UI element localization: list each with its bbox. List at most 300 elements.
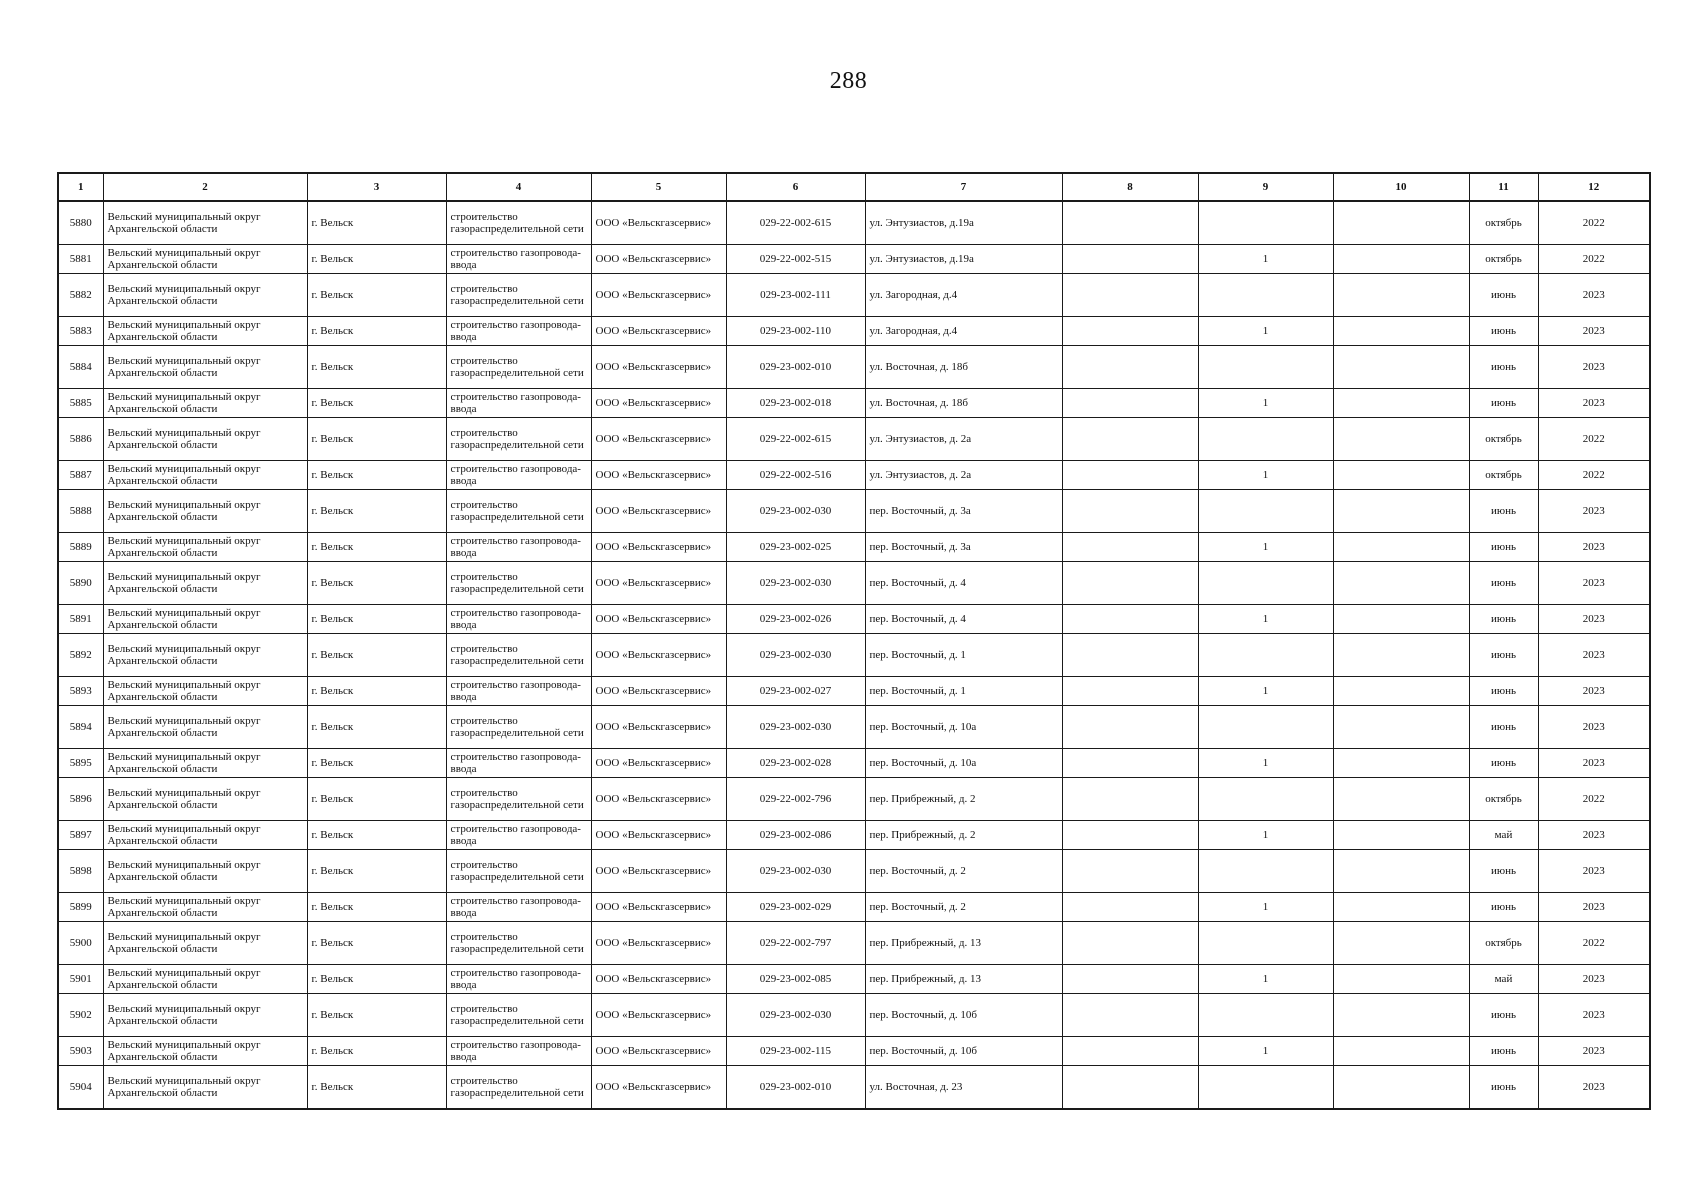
work-type-cell: строительство газораспределительной сети xyxy=(446,346,591,389)
city-cell: г. Вельск xyxy=(307,677,446,706)
quantity-cell xyxy=(1198,490,1333,533)
table-row xyxy=(58,994,1650,1037)
year-cell: 2023 xyxy=(1538,274,1650,317)
row-number: 5885 xyxy=(58,389,103,418)
address-cell: пер. Прибрежный, д. 2 xyxy=(865,778,1062,821)
work-type-cell: строительство газопровода-ввода xyxy=(446,749,591,778)
address-cell: пер. Восточный, д. 1 xyxy=(865,677,1062,706)
col8-cell xyxy=(1062,533,1198,562)
col10-cell xyxy=(1333,317,1469,346)
col10-cell xyxy=(1333,778,1469,821)
month-cell: июнь xyxy=(1469,274,1538,317)
work-type-cell: строительство газораспределительной сети xyxy=(446,274,591,317)
code-cell: 029-22-002-615 xyxy=(726,418,865,461)
table-row xyxy=(58,677,1650,706)
col10-cell xyxy=(1333,533,1469,562)
col10-cell xyxy=(1333,490,1469,533)
work-type-cell: строительство газораспределительной сети xyxy=(446,778,591,821)
organization-cell: ООО «Вельскгазсервис» xyxy=(591,605,726,634)
month-cell: июнь xyxy=(1469,994,1538,1037)
quantity-cell: 1 xyxy=(1198,677,1333,706)
table-row xyxy=(58,893,1650,922)
address-cell: ул. Восточная, д. 18б xyxy=(865,389,1062,418)
city-cell: г. Вельск xyxy=(307,821,446,850)
row-number: 5903 xyxy=(58,1037,103,1066)
code-cell: 029-23-002-030 xyxy=(726,994,865,1037)
table-row xyxy=(58,201,1650,245)
city-cell: г. Вельск xyxy=(307,994,446,1037)
city-cell: г. Вельск xyxy=(307,389,446,418)
header-row xyxy=(58,173,1650,201)
month-cell: октябрь xyxy=(1469,245,1538,274)
organization-cell: ООО «Вельскгазсервис» xyxy=(591,389,726,418)
city-cell: г. Вельск xyxy=(307,201,446,245)
quantity-cell: 1 xyxy=(1198,245,1333,274)
city-cell: г. Вельск xyxy=(307,245,446,274)
column-header: 4 xyxy=(446,173,591,201)
row-number: 5895 xyxy=(58,749,103,778)
city-cell: г. Вельск xyxy=(307,418,446,461)
column-header: 1 xyxy=(58,173,103,201)
quantity-cell xyxy=(1198,850,1333,893)
address-cell: пер. Восточный, д. 4 xyxy=(865,562,1062,605)
col8-cell xyxy=(1062,317,1198,346)
district-cell: Вельский муниципальный округ Архангельской области xyxy=(103,201,307,245)
organization-cell: ООО «Вельскгазсервис» xyxy=(591,461,726,490)
code-cell: 029-23-002-086 xyxy=(726,821,865,850)
col8-cell xyxy=(1062,749,1198,778)
district-cell: Вельский муниципальный округ Архангельской области xyxy=(103,922,307,965)
col8-cell xyxy=(1062,850,1198,893)
district-cell: Вельский муниципальный округ Архангельской области xyxy=(103,994,307,1037)
table-row xyxy=(58,850,1650,893)
district-cell: Вельский муниципальный округ Архангельской области xyxy=(103,461,307,490)
address-cell: ул. Восточная, д. 18б xyxy=(865,346,1062,389)
organization-cell: ООО «Вельскгазсервис» xyxy=(591,821,726,850)
organization-cell: ООО «Вельскгазсервис» xyxy=(591,418,726,461)
quantity-cell: 1 xyxy=(1198,461,1333,490)
year-cell: 2023 xyxy=(1538,634,1650,677)
code-cell: 029-22-002-796 xyxy=(726,778,865,821)
col10-cell xyxy=(1333,1066,1469,1110)
district-cell: Вельский муниципальный округ Архангельской области xyxy=(103,893,307,922)
code-cell: 029-23-002-030 xyxy=(726,634,865,677)
row-number: 5889 xyxy=(58,533,103,562)
year-cell: 2022 xyxy=(1538,201,1650,245)
quantity-cell xyxy=(1198,706,1333,749)
district-cell: Вельский муниципальный округ Архангельской области xyxy=(103,533,307,562)
col8-cell xyxy=(1062,418,1198,461)
year-cell: 2023 xyxy=(1538,317,1650,346)
year-cell: 2023 xyxy=(1538,821,1650,850)
code-cell: 029-22-002-615 xyxy=(726,201,865,245)
city-cell: г. Вельск xyxy=(307,749,446,778)
quantity-cell: 1 xyxy=(1198,821,1333,850)
col8-cell xyxy=(1062,461,1198,490)
district-cell: Вельский муниципальный округ Архангельской области xyxy=(103,418,307,461)
code-cell: 029-23-002-030 xyxy=(726,706,865,749)
col8-cell xyxy=(1062,965,1198,994)
month-cell: май xyxy=(1469,965,1538,994)
work-type-cell: строительство газораспределительной сети xyxy=(446,490,591,533)
quantity-cell: 1 xyxy=(1198,893,1333,922)
work-type-cell: строительство газопровода-ввода xyxy=(446,677,591,706)
month-cell: июнь xyxy=(1469,1066,1538,1110)
address-cell: пер. Восточный, д. 10а xyxy=(865,749,1062,778)
col10-cell xyxy=(1333,562,1469,605)
district-cell: Вельский муниципальный округ Архангельской области xyxy=(103,677,307,706)
district-cell: Вельский муниципальный округ Архангельской области xyxy=(103,389,307,418)
col8-cell xyxy=(1062,274,1198,317)
month-cell: июнь xyxy=(1469,706,1538,749)
table-row xyxy=(58,965,1650,994)
table-row xyxy=(58,461,1650,490)
city-cell: г. Вельск xyxy=(307,1037,446,1066)
col8-cell xyxy=(1062,821,1198,850)
code-cell: 029-23-002-026 xyxy=(726,605,865,634)
work-type-cell: строительство газораспределительной сети xyxy=(446,634,591,677)
year-cell: 2022 xyxy=(1538,922,1650,965)
organization-cell: ООО «Вельскгазсервис» xyxy=(591,850,726,893)
work-type-cell: строительство газопровода-ввода xyxy=(446,389,591,418)
column-header: 3 xyxy=(307,173,446,201)
address-cell: пер. Восточный, д. 3а xyxy=(865,533,1062,562)
city-cell: г. Вельск xyxy=(307,533,446,562)
address-cell: пер. Восточный, д. 4 xyxy=(865,605,1062,634)
organization-cell: ООО «Вельскгазсервис» xyxy=(591,274,726,317)
month-cell: июнь xyxy=(1469,634,1538,677)
work-type-cell: строительство газораспределительной сети xyxy=(446,201,591,245)
row-number: 5900 xyxy=(58,922,103,965)
code-cell: 029-23-002-111 xyxy=(726,274,865,317)
city-cell: г. Вельск xyxy=(307,605,446,634)
year-cell: 2023 xyxy=(1538,850,1650,893)
column-header: 9 xyxy=(1198,173,1333,201)
district-cell: Вельский муниципальный округ Архангельской области xyxy=(103,634,307,677)
year-cell: 2023 xyxy=(1538,965,1650,994)
address-cell: ул. Загородная, д.4 xyxy=(865,317,1062,346)
work-type-cell: строительство газопровода-ввода xyxy=(446,605,591,634)
row-number: 5901 xyxy=(58,965,103,994)
row-number: 5881 xyxy=(58,245,103,274)
year-cell: 2022 xyxy=(1538,461,1650,490)
col10-cell xyxy=(1333,677,1469,706)
col10-cell xyxy=(1333,201,1469,245)
col8-cell xyxy=(1062,201,1198,245)
column-header: 7 xyxy=(865,173,1062,201)
col10-cell xyxy=(1333,850,1469,893)
organization-cell: ООО «Вельскгазсервис» xyxy=(591,317,726,346)
organization-cell: ООО «Вельскгазсервис» xyxy=(591,994,726,1037)
col8-cell xyxy=(1062,1066,1198,1110)
work-type-cell: строительство газопровода-ввода xyxy=(446,533,591,562)
organization-cell: ООО «Вельскгазсервис» xyxy=(591,562,726,605)
column-header: 10 xyxy=(1333,173,1469,201)
month-cell: июнь xyxy=(1469,893,1538,922)
col8-cell xyxy=(1062,245,1198,274)
code-cell: 029-23-002-018 xyxy=(726,389,865,418)
city-cell: г. Вельск xyxy=(307,634,446,677)
col8-cell xyxy=(1062,562,1198,605)
year-cell: 2023 xyxy=(1538,893,1650,922)
district-cell: Вельский муниципальный округ Архангельской области xyxy=(103,562,307,605)
year-cell: 2022 xyxy=(1538,245,1650,274)
row-number: 5888 xyxy=(58,490,103,533)
table-body xyxy=(58,201,1650,1109)
city-cell: г. Вельск xyxy=(307,706,446,749)
table-row xyxy=(58,418,1650,461)
district-cell: Вельский муниципальный округ Архангельской области xyxy=(103,490,307,533)
column-header: 2 xyxy=(103,173,307,201)
organization-cell: ООО «Вельскгазсервис» xyxy=(591,706,726,749)
quantity-cell xyxy=(1198,274,1333,317)
organization-cell: ООО «Вельскгазсервис» xyxy=(591,346,726,389)
quantity-cell xyxy=(1198,346,1333,389)
table-row xyxy=(58,389,1650,418)
col8-cell xyxy=(1062,389,1198,418)
row-number: 5890 xyxy=(58,562,103,605)
month-cell: июнь xyxy=(1469,1037,1538,1066)
district-cell: Вельский муниципальный округ Архангельской области xyxy=(103,346,307,389)
col10-cell xyxy=(1333,994,1469,1037)
address-cell: ул. Восточная, д. 23 xyxy=(865,1066,1062,1110)
month-cell: октябрь xyxy=(1469,418,1538,461)
year-cell: 2023 xyxy=(1538,706,1650,749)
city-cell: г. Вельск xyxy=(307,562,446,605)
year-cell: 2023 xyxy=(1538,1037,1650,1066)
year-cell: 2023 xyxy=(1538,389,1650,418)
code-cell: 029-22-002-797 xyxy=(726,922,865,965)
row-number: 5887 xyxy=(58,461,103,490)
work-type-cell: строительство газораспределительной сети xyxy=(446,850,591,893)
col8-cell xyxy=(1062,893,1198,922)
address-cell: пер. Восточный, д. 10б xyxy=(865,1037,1062,1066)
table-row xyxy=(58,346,1650,389)
month-cell: июнь xyxy=(1469,677,1538,706)
row-number: 5896 xyxy=(58,778,103,821)
code-cell: 029-23-002-115 xyxy=(726,1037,865,1066)
table-row xyxy=(58,1037,1650,1066)
col10-cell xyxy=(1333,893,1469,922)
district-cell: Вельский муниципальный округ Архангельской области xyxy=(103,245,307,274)
work-type-cell: строительство газопровода-ввода xyxy=(446,1037,591,1066)
code-cell: 029-22-002-515 xyxy=(726,245,865,274)
table-row xyxy=(58,317,1650,346)
row-number: 5899 xyxy=(58,893,103,922)
row-number: 5883 xyxy=(58,317,103,346)
work-type-cell: строительство газораспределительной сети xyxy=(446,994,591,1037)
quantity-cell: 1 xyxy=(1198,317,1333,346)
work-type-cell: строительство газораспределительной сети xyxy=(446,418,591,461)
col10-cell xyxy=(1333,1037,1469,1066)
quantity-cell: 1 xyxy=(1198,749,1333,778)
month-cell: октябрь xyxy=(1469,778,1538,821)
organization-cell: ООО «Вельскгазсервис» xyxy=(591,1037,726,1066)
city-cell: г. Вельск xyxy=(307,1066,446,1110)
quantity-cell xyxy=(1198,634,1333,677)
quantity-cell xyxy=(1198,201,1333,245)
code-cell: 029-23-002-030 xyxy=(726,850,865,893)
organization-cell: ООО «Вельскгазсервис» xyxy=(591,922,726,965)
quantity-cell xyxy=(1198,1066,1333,1110)
work-type-cell: строительство газораспределительной сети xyxy=(446,706,591,749)
table-row xyxy=(58,245,1650,274)
page-number: 288 xyxy=(829,68,868,94)
row-number: 5892 xyxy=(58,634,103,677)
month-cell: июнь xyxy=(1469,490,1538,533)
code-cell: 029-23-002-085 xyxy=(726,965,865,994)
year-cell: 2023 xyxy=(1538,533,1650,562)
month-cell: октябрь xyxy=(1469,461,1538,490)
city-cell: г. Вельск xyxy=(307,461,446,490)
district-cell: Вельский муниципальный округ Архангельской области xyxy=(103,1037,307,1066)
col8-cell xyxy=(1062,634,1198,677)
col10-cell xyxy=(1333,418,1469,461)
col8-cell xyxy=(1062,677,1198,706)
table-row xyxy=(58,634,1650,677)
work-type-cell: строительство газопровода-ввода xyxy=(446,821,591,850)
year-cell: 2023 xyxy=(1538,346,1650,389)
table-row xyxy=(58,1066,1650,1110)
col10-cell xyxy=(1333,821,1469,850)
month-cell: июнь xyxy=(1469,346,1538,389)
table-row xyxy=(58,605,1650,634)
organization-cell: ООО «Вельскгазсервис» xyxy=(591,893,726,922)
organization-cell: ООО «Вельскгазсервис» xyxy=(591,533,726,562)
address-cell: ул. Энтузиастов, д. 2а xyxy=(865,461,1062,490)
district-cell: Вельский муниципальный округ Архангельской области xyxy=(103,1066,307,1110)
row-number: 5891 xyxy=(58,605,103,634)
row-number: 5884 xyxy=(58,346,103,389)
address-cell: пер. Прибрежный, д. 13 xyxy=(865,922,1062,965)
city-cell: г. Вельск xyxy=(307,778,446,821)
month-cell: июнь xyxy=(1469,389,1538,418)
address-cell: пер. Восточный, д. 10а xyxy=(865,706,1062,749)
table-header xyxy=(58,173,1650,201)
col10-cell xyxy=(1333,389,1469,418)
col10-cell xyxy=(1333,605,1469,634)
table-row xyxy=(58,922,1650,965)
work-type-cell: строительство газораспределительной сети xyxy=(446,562,591,605)
column-header: 8 xyxy=(1062,173,1198,201)
quantity-cell: 1 xyxy=(1198,533,1333,562)
district-cell: Вельский муниципальный округ Архангельской области xyxy=(103,850,307,893)
city-cell: г. Вельск xyxy=(307,317,446,346)
code-cell: 029-23-002-010 xyxy=(726,346,865,389)
column-header: 12 xyxy=(1538,173,1650,201)
row-number: 5904 xyxy=(58,1066,103,1110)
row-number: 5880 xyxy=(58,201,103,245)
month-cell: октябрь xyxy=(1469,922,1538,965)
year-cell: 2022 xyxy=(1538,778,1650,821)
organization-cell: ООО «Вельскгазсервис» xyxy=(591,1066,726,1110)
table-row xyxy=(58,274,1650,317)
work-type-cell: строительство газопровода-ввода xyxy=(446,965,591,994)
col10-cell xyxy=(1333,749,1469,778)
city-cell: г. Вельск xyxy=(307,850,446,893)
col10-cell xyxy=(1333,965,1469,994)
row-number: 5894 xyxy=(58,706,103,749)
month-cell: июнь xyxy=(1469,317,1538,346)
col10-cell xyxy=(1333,461,1469,490)
row-number: 5893 xyxy=(58,677,103,706)
address-cell: ул. Энтузиастов, д.19а xyxy=(865,245,1062,274)
address-cell: ул. Энтузиастов, д.19а xyxy=(865,201,1062,245)
col10-cell xyxy=(1333,922,1469,965)
work-type-cell: строительство газопровода-ввода xyxy=(446,893,591,922)
city-cell: г. Вельск xyxy=(307,922,446,965)
code-cell: 029-23-002-030 xyxy=(726,562,865,605)
work-type-cell: строительство газораспределительной сети xyxy=(446,922,591,965)
quantity-cell: 1 xyxy=(1198,605,1333,634)
district-cell: Вельский муниципальный округ Архангельской области xyxy=(103,317,307,346)
col8-cell xyxy=(1062,706,1198,749)
table-row xyxy=(58,749,1650,778)
row-number: 5886 xyxy=(58,418,103,461)
city-cell: г. Вельск xyxy=(307,490,446,533)
code-cell: 029-23-002-029 xyxy=(726,893,865,922)
code-cell: 029-22-002-516 xyxy=(726,461,865,490)
col8-cell xyxy=(1062,922,1198,965)
month-cell: июнь xyxy=(1469,850,1538,893)
code-cell: 029-23-002-030 xyxy=(726,490,865,533)
row-number: 5898 xyxy=(58,850,103,893)
row-number: 5897 xyxy=(58,821,103,850)
month-cell: июнь xyxy=(1469,605,1538,634)
address-cell: пер. Восточный, д. 10б xyxy=(865,994,1062,1037)
address-cell: пер. Восточный, д. 2 xyxy=(865,850,1062,893)
work-type-cell: строительство газораспределительной сети xyxy=(446,1066,591,1110)
gasification-table xyxy=(57,172,1651,1110)
district-cell: Вельский муниципальный округ Архангельской области xyxy=(103,274,307,317)
code-cell: 029-23-002-010 xyxy=(726,1066,865,1110)
year-cell: 2023 xyxy=(1538,1066,1650,1110)
quantity-cell: 1 xyxy=(1198,1037,1333,1066)
organization-cell: ООО «Вельскгазсервис» xyxy=(591,490,726,533)
quantity-cell xyxy=(1198,418,1333,461)
city-cell: г. Вельск xyxy=(307,893,446,922)
district-cell: Вельский муниципальный округ Архангельской области xyxy=(103,821,307,850)
table-row xyxy=(58,778,1650,821)
column-header: 6 xyxy=(726,173,865,201)
col8-cell xyxy=(1062,1037,1198,1066)
col10-cell xyxy=(1333,245,1469,274)
organization-cell: ООО «Вельскгазсервис» xyxy=(591,778,726,821)
year-cell: 2023 xyxy=(1538,994,1650,1037)
col10-cell xyxy=(1333,634,1469,677)
organization-cell: ООО «Вельскгазсервис» xyxy=(591,245,726,274)
table-row xyxy=(58,533,1650,562)
year-cell: 2023 xyxy=(1538,749,1650,778)
organization-cell: ООО «Вельскгазсервис» xyxy=(591,634,726,677)
organization-cell: ООО «Вельскгазсервис» xyxy=(591,201,726,245)
table-row xyxy=(58,562,1650,605)
city-cell: г. Вельск xyxy=(307,346,446,389)
code-cell: 029-23-002-110 xyxy=(726,317,865,346)
quantity-cell: 1 xyxy=(1198,965,1333,994)
organization-cell: ООО «Вельскгазсервис» xyxy=(591,749,726,778)
month-cell: июнь xyxy=(1469,749,1538,778)
code-cell: 029-23-002-027 xyxy=(726,677,865,706)
col10-cell xyxy=(1333,274,1469,317)
column-header: 11 xyxy=(1469,173,1538,201)
address-cell: ул. Загородная, д.4 xyxy=(865,274,1062,317)
work-type-cell: строительство газопровода-ввода xyxy=(446,317,591,346)
district-cell: Вельский муниципальный округ Архангельской области xyxy=(103,706,307,749)
address-cell: пер. Восточный, д. 2 xyxy=(865,893,1062,922)
address-cell: пер. Восточный, д. 1 xyxy=(865,634,1062,677)
address-cell: ул. Энтузиастов, д. 2а xyxy=(865,418,1062,461)
